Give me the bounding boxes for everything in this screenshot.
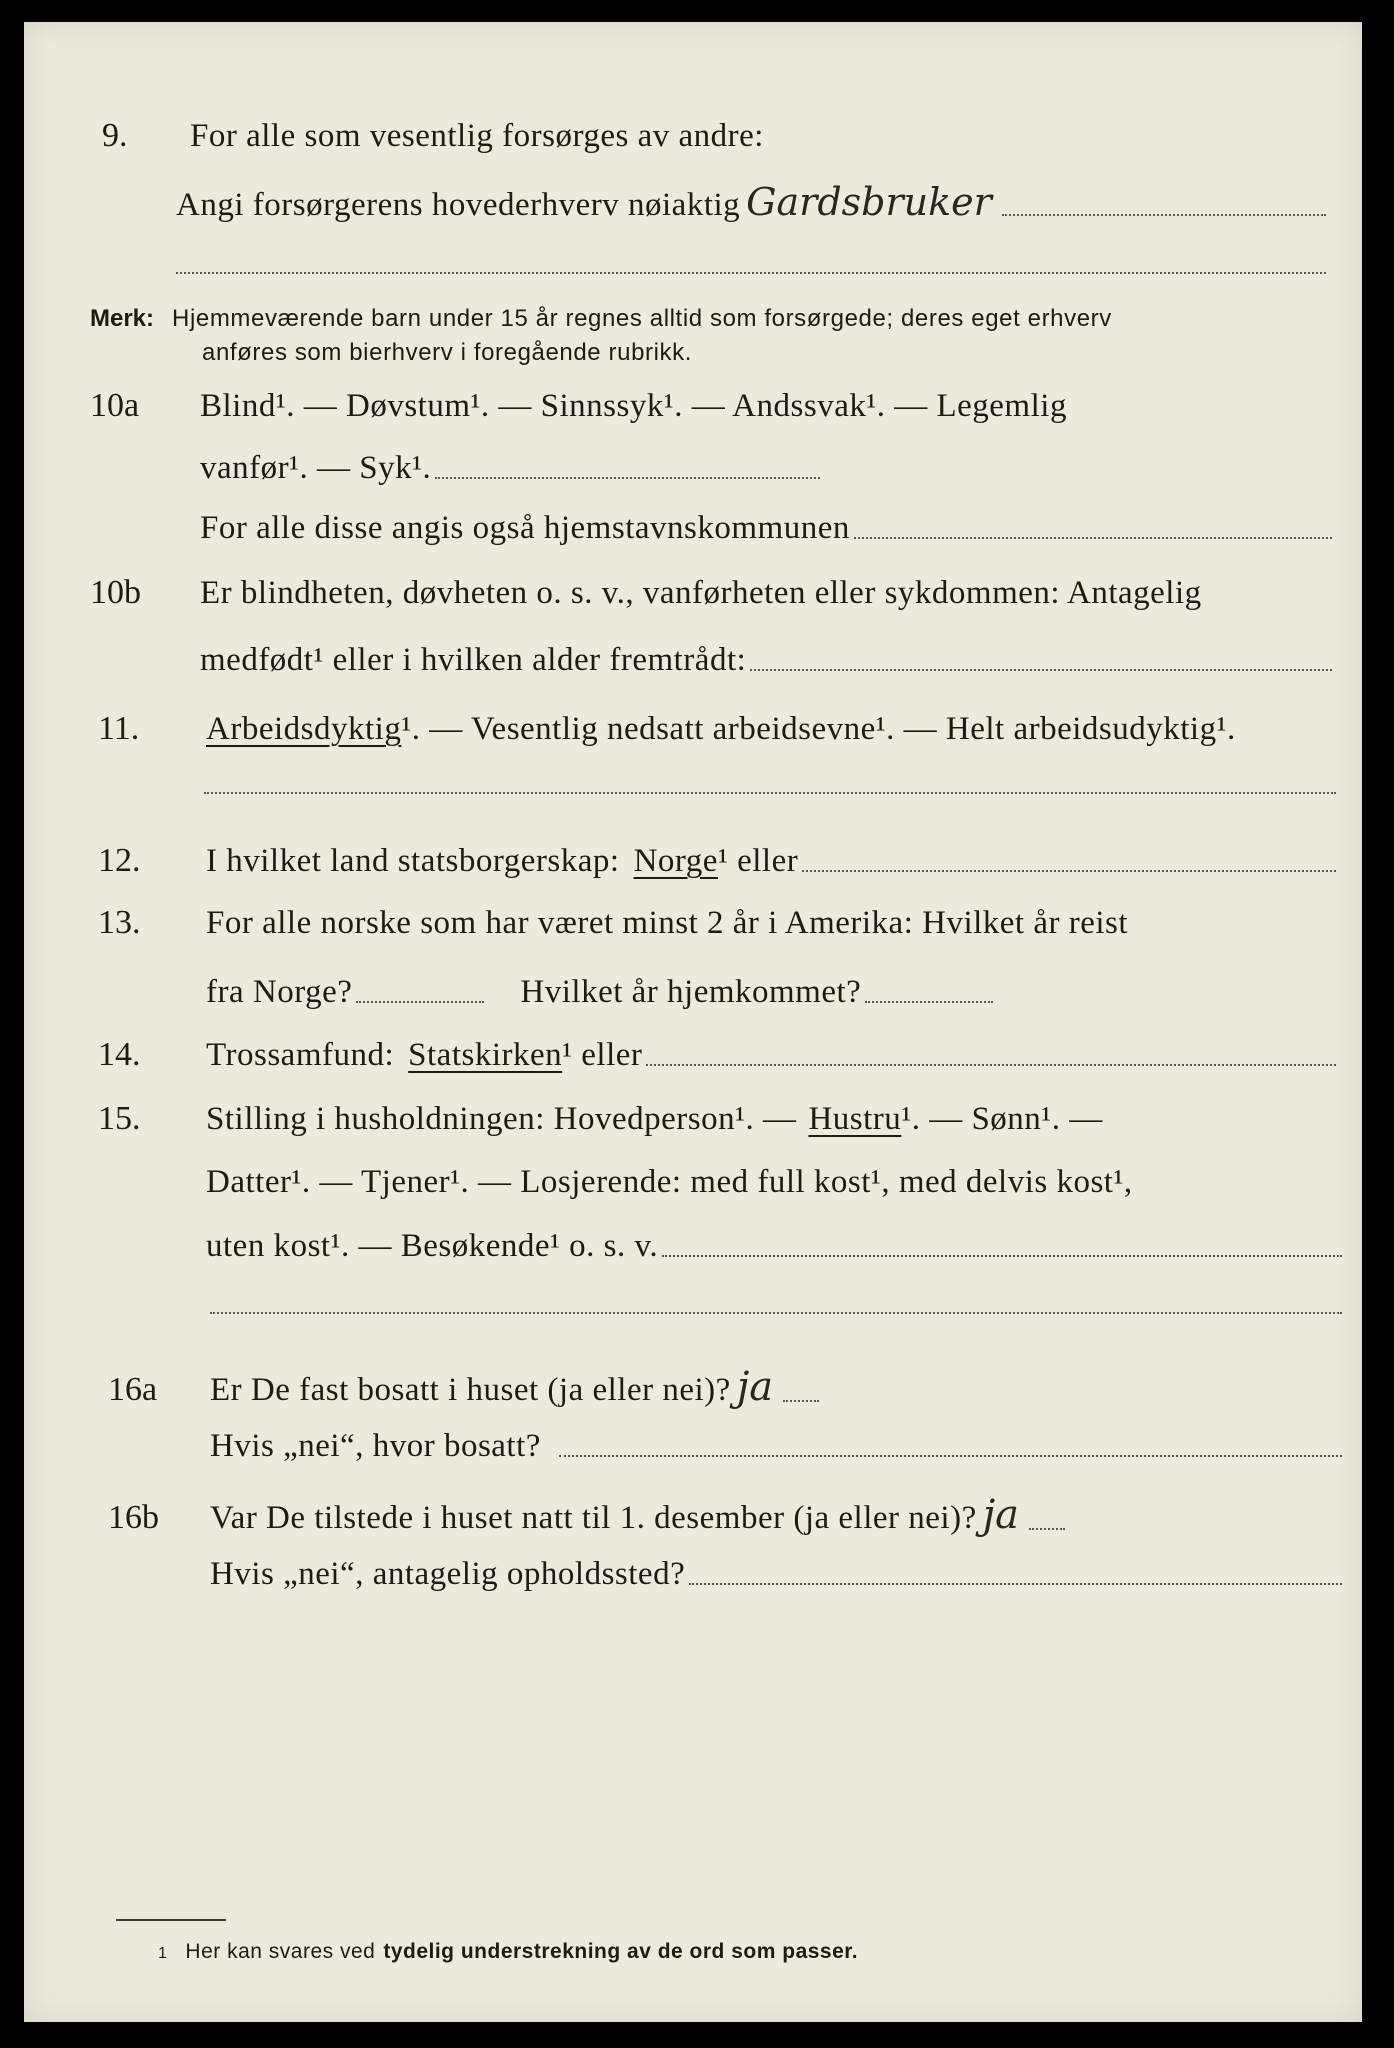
q15-extra-line[interactable] bbox=[210, 1312, 1342, 1314]
q15-line1 bbox=[98, 1100, 1103, 1138]
q10b-number: 10b bbox=[90, 574, 141, 611]
q12-line bbox=[98, 842, 1336, 880]
q16a-answer: ja bbox=[736, 1364, 774, 1410]
merk-text-2: anføres som bierhverv i foregående rubrikk. bbox=[202, 339, 693, 366]
q16a-followup: Hvis „nei“, hvor bosatt? bbox=[210, 1428, 541, 1464]
q14-line bbox=[98, 1036, 1336, 1074]
q15-options-2: Datter¹. — Tjener¹. — Losjerende: med full kost¹, med delvis kost¹, bbox=[206, 1164, 1133, 1200]
q10b-question-2: medfødt¹ eller i hvilken alder fremtrådt: bbox=[200, 642, 747, 678]
footnote-text: Her kan svares ved bbox=[185, 1940, 376, 1963]
q9-extra-line[interactable] bbox=[176, 272, 1326, 274]
census-form-page bbox=[24, 22, 1362, 2022]
q10a-hjemstavn: For alle disse angis også hjemstavnskommunen bbox=[200, 510, 850, 546]
footnote-bold-text: tydelig understrekning av de ord som passer. bbox=[383, 1940, 859, 1963]
q9-answer-line[interactable] bbox=[1002, 214, 1326, 216]
q10a-line3 bbox=[200, 510, 1332, 547]
merk-line1 bbox=[90, 305, 1112, 333]
q11-selected-option: Arbeidsdyktig bbox=[206, 711, 402, 747]
q16a-question: Er De fast bosatt i huset (ja eller nei)? bbox=[210, 1372, 731, 1408]
q10a-line2 bbox=[200, 450, 820, 487]
q10b-answer-line[interactable] bbox=[750, 669, 1332, 671]
q10b-line2 bbox=[200, 642, 1332, 679]
q16b-followup-line[interactable] bbox=[689, 1583, 1342, 1585]
q10a-line1 bbox=[90, 387, 1067, 425]
q15-number: 15. bbox=[98, 1100, 141, 1137]
q15-options-1b: ¹. — Sønn¹. — bbox=[901, 1101, 1103, 1137]
q12-number: 12. bbox=[98, 842, 141, 879]
q9-line1 bbox=[102, 117, 764, 155]
q10a-answer-line[interactable] bbox=[435, 477, 820, 479]
q12-answer-line[interactable] bbox=[802, 870, 1336, 872]
q12-or: ¹ eller bbox=[717, 843, 799, 879]
q11-options: ¹. — Vesentlig nedsatt arbeidsevne¹. — Helt arbeidsudyktig¹. bbox=[401, 711, 1236, 747]
q16b-number: 16b bbox=[108, 1499, 159, 1536]
q14-or: ¹ eller bbox=[562, 1037, 643, 1073]
q16b-line1 bbox=[108, 1492, 1065, 1538]
q9-prompt: Angi forsørgerens hovederhverv nøiaktig bbox=[176, 187, 741, 223]
q14-question: Trossamfund: bbox=[206, 1037, 395, 1073]
q12-question: I hvilket land statsborgerskap: bbox=[206, 843, 620, 879]
q16b-answer-line[interactable] bbox=[1029, 1528, 1065, 1530]
q16a-followup-line[interactable] bbox=[559, 1455, 1342, 1457]
merk-label: Merk: bbox=[90, 305, 155, 332]
q14-number: 14. bbox=[98, 1036, 141, 1073]
merk-text-1: Hjemmeværende barn under 15 år regnes alltid som forsørgede; deres eget erhverv bbox=[172, 305, 1112, 332]
q13-number: 13. bbox=[98, 904, 141, 941]
q14-answer-line[interactable] bbox=[646, 1064, 1336, 1066]
q9-line2 bbox=[176, 180, 1326, 224]
q13-line1 bbox=[98, 904, 1128, 942]
q10a-number: 10a bbox=[90, 387, 140, 424]
footnote-mark: 1 bbox=[158, 1945, 168, 1962]
q15-line3 bbox=[206, 1228, 1342, 1265]
footnote-rule bbox=[116, 1919, 226, 1921]
q16a-number: 16a bbox=[108, 1371, 158, 1408]
q9-number: 9. bbox=[102, 117, 128, 154]
footnote bbox=[158, 1940, 858, 1964]
q11-number: 11. bbox=[98, 710, 140, 747]
q15-options-3: uten kost¹. — Besøkende¹ o. s. v. bbox=[206, 1228, 659, 1264]
q15-line2 bbox=[206, 1164, 1133, 1201]
q11-line bbox=[98, 710, 1236, 748]
q16b-followup: Hvis „nei“, antagelig opholdssted? bbox=[210, 1556, 686, 1592]
q13-hjemkommet-field[interactable] bbox=[865, 1001, 993, 1003]
q11-extra-line[interactable] bbox=[204, 792, 1336, 794]
q16a-line2 bbox=[210, 1428, 1342, 1465]
q15-answer-line[interactable] bbox=[662, 1255, 1342, 1257]
q15-options-1a: Stilling i husholdningen: Hovedperson¹. — bbox=[206, 1101, 797, 1137]
q10a-options: Blind¹. — Døvstum¹. — Sinnssyk¹. — Andssvak¹. — Legemlig bbox=[200, 388, 1067, 424]
q10a-options-2: vanfør¹. — Syk¹. bbox=[200, 450, 432, 486]
q13-reist-field[interactable] bbox=[356, 1001, 484, 1003]
q9-answer: Gardsbruker bbox=[746, 180, 992, 224]
q10b-question: Er blindheten, døvheten o. s. v., vanførheten eller sykdommen: Antagelig bbox=[200, 575, 1202, 611]
q13-hjemkommet-label: Hvilket år hjemkommet? bbox=[520, 974, 862, 1010]
q16b-answer: ja bbox=[982, 1492, 1019, 1538]
q13-question: For alle norske som har været minst 2 år i Amerika: Hvilket år reist bbox=[206, 905, 1129, 941]
q9-question: For alle som vesentlig forsørges av andre: bbox=[190, 118, 764, 154]
q16b-question: Var De tilstede i huset natt til 1. desember (ja eller nei)? bbox=[210, 1500, 977, 1536]
q10a-hjemstavn-line[interactable] bbox=[854, 537, 1332, 539]
q15-selected-option: Hustru bbox=[808, 1101, 902, 1137]
q10b-line1 bbox=[90, 574, 1202, 612]
q13-line2 bbox=[206, 974, 993, 1011]
q14-selected-option: Statskirken bbox=[408, 1037, 563, 1073]
q12-selected-option: Norge bbox=[633, 843, 718, 879]
q16b-line2 bbox=[210, 1556, 1342, 1593]
merk-line2 bbox=[202, 339, 692, 367]
q16a-answer-line[interactable] bbox=[783, 1400, 819, 1402]
q16a-line1 bbox=[108, 1364, 819, 1410]
q13-reist-label: fra Norge? bbox=[206, 974, 353, 1010]
